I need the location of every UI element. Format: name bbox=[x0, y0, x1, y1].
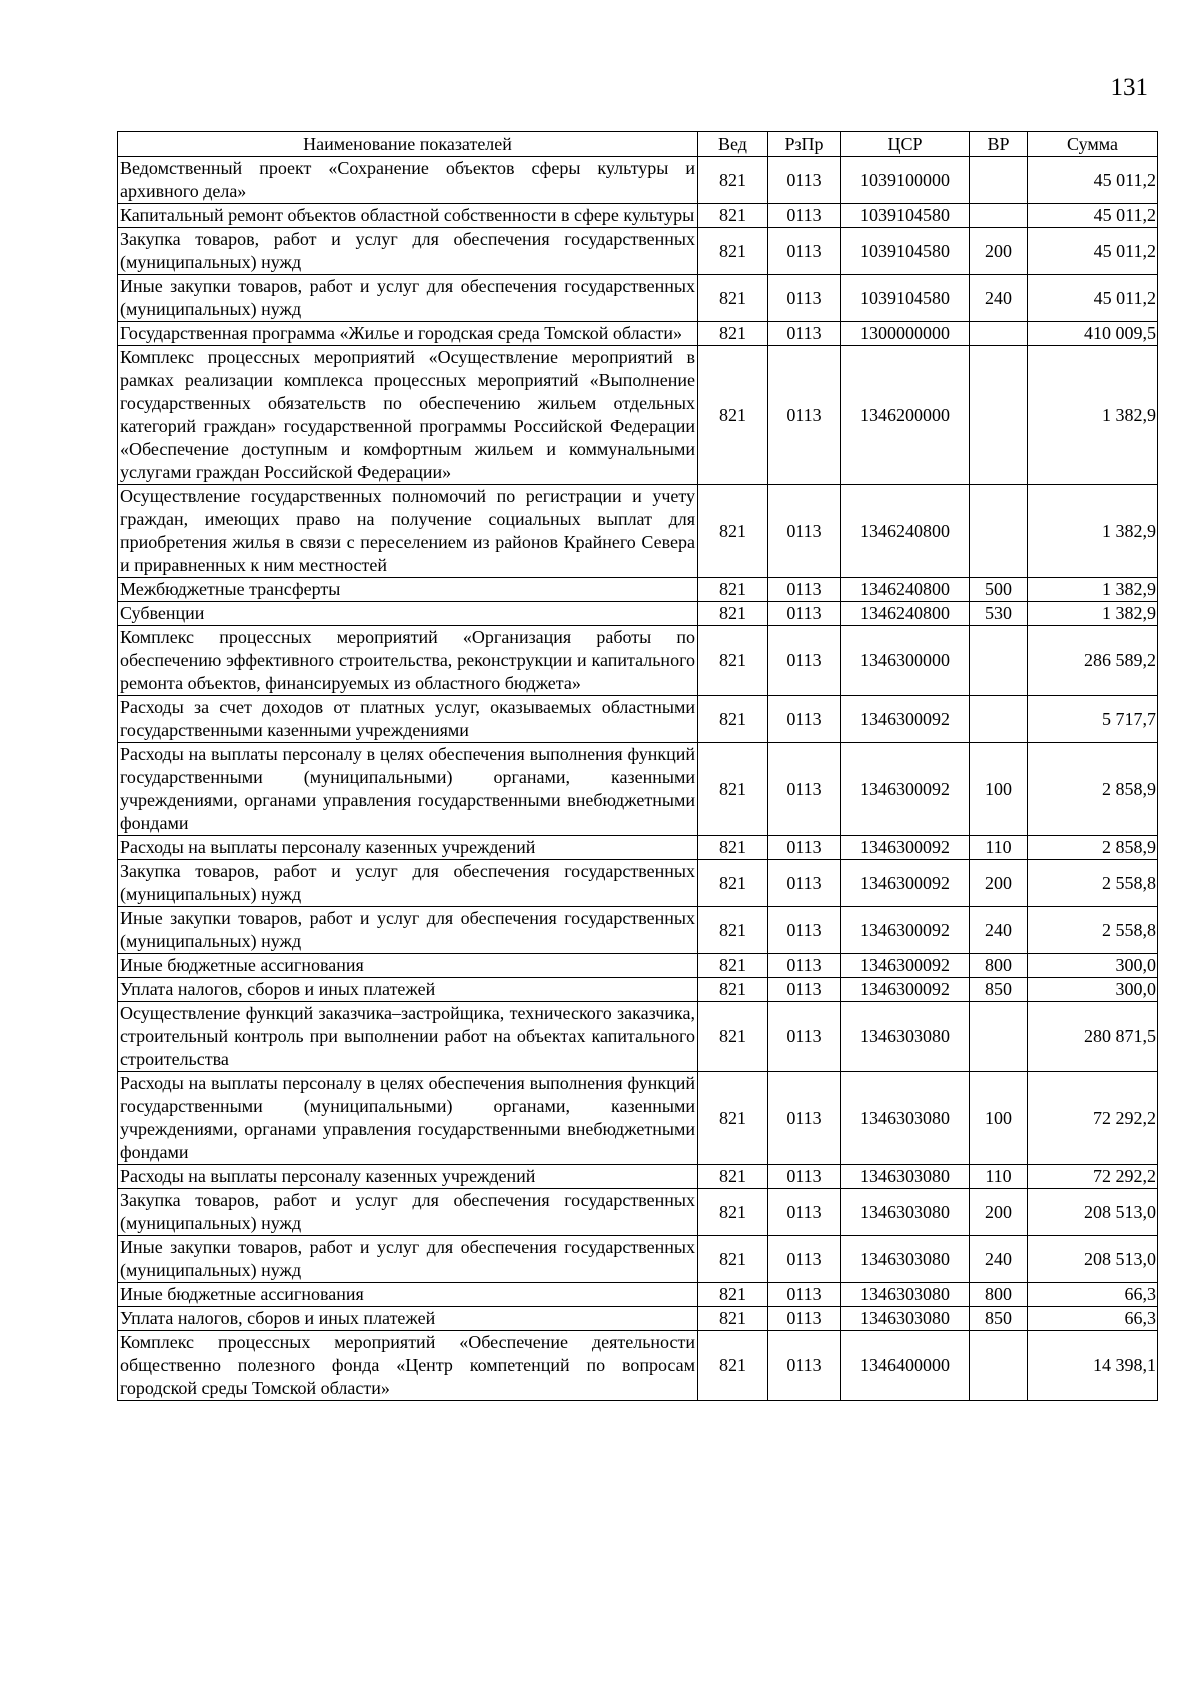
table-row bbox=[118, 1165, 1158, 1189]
header-name: Наименование показателей bbox=[118, 132, 698, 157]
cell-vr bbox=[970, 157, 1028, 204]
cell-ved: 821 bbox=[698, 743, 768, 836]
cell-ved: 821 bbox=[698, 578, 768, 602]
cell-ved: 821 bbox=[698, 836, 768, 860]
cell-csr: 1346300092 bbox=[841, 836, 970, 860]
cell-vr bbox=[970, 1331, 1028, 1401]
page-number: 131 bbox=[1110, 74, 1148, 101]
cell-vr: 200 bbox=[970, 228, 1028, 275]
table-row bbox=[118, 1331, 1158, 1401]
cell-csr: 1346300092 bbox=[841, 696, 970, 743]
table-row bbox=[118, 228, 1158, 275]
cell-name: Уплата налогов, сборов и иных платежей bbox=[118, 978, 698, 1002]
cell-vr: 100 bbox=[970, 743, 1028, 836]
table-row bbox=[118, 346, 1158, 485]
table-row bbox=[118, 907, 1158, 954]
cell-sum: 2 858,9 bbox=[1028, 836, 1158, 860]
cell-ved: 821 bbox=[698, 1307, 768, 1331]
cell-vr: 850 bbox=[970, 978, 1028, 1002]
cell-sum: 72 292,2 bbox=[1028, 1072, 1158, 1165]
cell-csr: 1300000000 bbox=[841, 322, 970, 346]
cell-csr: 1346303080 bbox=[841, 1236, 970, 1283]
cell-sum: 2 558,8 bbox=[1028, 907, 1158, 954]
cell-name: Осуществление государственных полномочий по регистрации и учету граждан, имеющих право на получение социальных выплат для приобретения жилья в связи с переселением из районов Крайнего Севера и приравненных к ним местностей bbox=[118, 485, 698, 578]
cell-rzpr: 0113 bbox=[768, 860, 841, 907]
table-row bbox=[118, 696, 1158, 743]
cell-name: Межбюджетные трансферты bbox=[118, 578, 698, 602]
cell-vr bbox=[970, 204, 1028, 228]
cell-vr: 240 bbox=[970, 275, 1028, 322]
cell-sum: 2 558,8 bbox=[1028, 860, 1158, 907]
cell-name: Иные бюджетные ассигнования bbox=[118, 954, 698, 978]
cell-ved: 821 bbox=[698, 322, 768, 346]
cell-ved: 821 bbox=[698, 485, 768, 578]
cell-vr: 240 bbox=[970, 907, 1028, 954]
cell-sum: 1 382,9 bbox=[1028, 485, 1158, 578]
budget-table bbox=[117, 131, 1158, 1401]
table-row bbox=[118, 1189, 1158, 1236]
cell-ved: 821 bbox=[698, 1236, 768, 1283]
cell-ved: 821 bbox=[698, 860, 768, 907]
header-sum: Сумма bbox=[1028, 132, 1158, 157]
cell-csr: 1346303080 bbox=[841, 1283, 970, 1307]
cell-csr: 1346200000 bbox=[841, 346, 970, 485]
cell-sum: 14 398,1 bbox=[1028, 1331, 1158, 1401]
table-row bbox=[118, 322, 1158, 346]
cell-vr: 500 bbox=[970, 578, 1028, 602]
cell-csr: 1039100000 bbox=[841, 157, 970, 204]
cell-rzpr: 0113 bbox=[768, 626, 841, 696]
cell-ved: 821 bbox=[698, 157, 768, 204]
cell-rzpr: 0113 bbox=[768, 978, 841, 1002]
cell-vr bbox=[970, 626, 1028, 696]
cell-ved: 821 bbox=[698, 1072, 768, 1165]
cell-name: Государственная программа «Жилье и городская среда Томской области» bbox=[118, 322, 698, 346]
cell-sum: 410 009,5 bbox=[1028, 322, 1158, 346]
cell-ved: 821 bbox=[698, 1002, 768, 1072]
cell-sum: 286 589,2 bbox=[1028, 626, 1158, 696]
cell-csr: 1346300092 bbox=[841, 978, 970, 1002]
cell-sum: 45 011,2 bbox=[1028, 204, 1158, 228]
cell-rzpr: 0113 bbox=[768, 275, 841, 322]
table-body bbox=[118, 157, 1158, 1401]
cell-csr: 1346400000 bbox=[841, 1331, 970, 1401]
cell-ved: 821 bbox=[698, 1189, 768, 1236]
cell-csr: 1346240800 bbox=[841, 578, 970, 602]
cell-vr bbox=[970, 485, 1028, 578]
cell-rzpr: 0113 bbox=[768, 157, 841, 204]
cell-csr: 1346240800 bbox=[841, 485, 970, 578]
table-row bbox=[118, 626, 1158, 696]
cell-name: Субвенции bbox=[118, 602, 698, 626]
cell-csr: 1346303080 bbox=[841, 1072, 970, 1165]
cell-rzpr: 0113 bbox=[768, 602, 841, 626]
cell-sum: 45 011,2 bbox=[1028, 157, 1158, 204]
cell-csr: 1346300092 bbox=[841, 954, 970, 978]
cell-sum: 280 871,5 bbox=[1028, 1002, 1158, 1072]
cell-name: Расходы на выплаты персоналу казенных учреждений bbox=[118, 836, 698, 860]
table-row bbox=[118, 978, 1158, 1002]
cell-csr: 1346240800 bbox=[841, 602, 970, 626]
cell-csr: 1346303080 bbox=[841, 1189, 970, 1236]
table-row bbox=[118, 485, 1158, 578]
cell-name: Капитальный ремонт объектов областной собственности в сфере культуры bbox=[118, 204, 698, 228]
cell-vr bbox=[970, 1002, 1028, 1072]
cell-vr: 100 bbox=[970, 1072, 1028, 1165]
cell-rzpr: 0113 bbox=[768, 1307, 841, 1331]
cell-name: Расходы за счет доходов от платных услуг, оказываемых областными государственными казенными учреждениями bbox=[118, 696, 698, 743]
cell-sum: 66,3 bbox=[1028, 1307, 1158, 1331]
cell-csr: 1039104580 bbox=[841, 275, 970, 322]
table-row bbox=[118, 157, 1158, 204]
cell-rzpr: 0113 bbox=[768, 204, 841, 228]
cell-rzpr: 0113 bbox=[768, 907, 841, 954]
cell-csr: 1039104580 bbox=[841, 204, 970, 228]
cell-csr: 1346300092 bbox=[841, 743, 970, 836]
cell-ved: 821 bbox=[698, 954, 768, 978]
cell-csr: 1346303080 bbox=[841, 1002, 970, 1072]
cell-sum: 1 382,9 bbox=[1028, 346, 1158, 485]
cell-name: Расходы на выплаты персоналу казенных учреждений bbox=[118, 1165, 698, 1189]
cell-sum: 2 858,9 bbox=[1028, 743, 1158, 836]
table-row bbox=[118, 1072, 1158, 1165]
header-row bbox=[118, 132, 1158, 157]
header-csr: ЦСР bbox=[841, 132, 970, 157]
cell-sum: 45 011,2 bbox=[1028, 228, 1158, 275]
cell-ved: 821 bbox=[698, 275, 768, 322]
cell-sum: 1 382,9 bbox=[1028, 578, 1158, 602]
cell-rzpr: 0113 bbox=[768, 346, 841, 485]
cell-csr: 1039104580 bbox=[841, 228, 970, 275]
cell-ved: 821 bbox=[698, 1331, 768, 1401]
cell-rzpr: 0113 bbox=[768, 743, 841, 836]
cell-csr: 1346303080 bbox=[841, 1307, 970, 1331]
cell-rzpr: 0113 bbox=[768, 485, 841, 578]
cell-sum: 72 292,2 bbox=[1028, 1165, 1158, 1189]
table-row bbox=[118, 275, 1158, 322]
cell-name: Комплекс процессных мероприятий «Осуществление мероприятий в рамках реализации комплекса процессных мероприятий «Выполнение государственных обязательств по обеспечению жильем отдельных категорий граждан» государственной программы Российской Федерации «Обеспечение доступным и комфортным жильем и коммунальными услугами граждан Российской Федерации» bbox=[118, 346, 698, 485]
cell-sum: 45 011,2 bbox=[1028, 275, 1158, 322]
cell-ved: 821 bbox=[698, 228, 768, 275]
table-row bbox=[118, 204, 1158, 228]
table-row bbox=[118, 602, 1158, 626]
header-vr: ВР bbox=[970, 132, 1028, 157]
table-row bbox=[118, 1002, 1158, 1072]
cell-csr: 1346300092 bbox=[841, 860, 970, 907]
cell-vr: 110 bbox=[970, 1165, 1028, 1189]
cell-ved: 821 bbox=[698, 907, 768, 954]
cell-name: Закупка товаров, работ и услуг для обеспечения государственных (муниципальных) нужд bbox=[118, 1189, 698, 1236]
cell-name: Иные закупки товаров, работ и услуг для обеспечения государственных (муниципальных) нужд bbox=[118, 1236, 698, 1283]
table-row bbox=[118, 860, 1158, 907]
cell-name: Иные закупки товаров, работ и услуг для обеспечения государственных (муниципальных) нужд bbox=[118, 275, 698, 322]
cell-rzpr: 0113 bbox=[768, 836, 841, 860]
cell-vr: 850 bbox=[970, 1307, 1028, 1331]
cell-name: Комплекс процессных мероприятий «Обеспечение деятельности общественно полезного фонда «Центр компетенций по вопросам городской среды Томской области» bbox=[118, 1331, 698, 1401]
cell-rzpr: 0113 bbox=[768, 696, 841, 743]
cell-csr: 1346303080 bbox=[841, 1165, 970, 1189]
cell-rzpr: 0113 bbox=[768, 322, 841, 346]
table-row bbox=[118, 578, 1158, 602]
header-ved: Вед bbox=[698, 132, 768, 157]
cell-sum: 1 382,9 bbox=[1028, 602, 1158, 626]
cell-vr: 200 bbox=[970, 1189, 1028, 1236]
cell-sum: 5 717,7 bbox=[1028, 696, 1158, 743]
cell-rzpr: 0113 bbox=[768, 1072, 841, 1165]
cell-vr: 110 bbox=[970, 836, 1028, 860]
table-row bbox=[118, 743, 1158, 836]
cell-rzpr: 0113 bbox=[768, 578, 841, 602]
cell-ved: 821 bbox=[698, 1283, 768, 1307]
table-row bbox=[118, 1283, 1158, 1307]
cell-name: Ведомственный проект «Сохранение объектов сферы культуры и архивного дела» bbox=[118, 157, 698, 204]
cell-sum: 208 513,0 bbox=[1028, 1236, 1158, 1283]
cell-vr: 240 bbox=[970, 1236, 1028, 1283]
cell-name: Закупка товаров, работ и услуг для обеспечения государственных (муниципальных) нужд bbox=[118, 860, 698, 907]
cell-vr: 800 bbox=[970, 1283, 1028, 1307]
cell-ved: 821 bbox=[698, 1165, 768, 1189]
cell-vr bbox=[970, 696, 1028, 743]
cell-rzpr: 0113 bbox=[768, 1165, 841, 1189]
cell-ved: 821 bbox=[698, 978, 768, 1002]
cell-vr: 530 bbox=[970, 602, 1028, 626]
cell-name: Осуществление функций заказчика–застройщика, технического заказчика, строительный контроль при выполнении работ на объектах капитального строительства bbox=[118, 1002, 698, 1072]
header-rzpr: РзПр bbox=[768, 132, 841, 157]
cell-vr bbox=[970, 322, 1028, 346]
cell-rzpr: 0113 bbox=[768, 1283, 841, 1307]
cell-vr bbox=[970, 346, 1028, 485]
cell-sum: 66,3 bbox=[1028, 1283, 1158, 1307]
cell-rzpr: 0113 bbox=[768, 1189, 841, 1236]
cell-ved: 821 bbox=[698, 346, 768, 485]
cell-ved: 821 bbox=[698, 626, 768, 696]
cell-csr: 1346300092 bbox=[841, 907, 970, 954]
table-row bbox=[118, 836, 1158, 860]
table-header bbox=[118, 132, 1158, 157]
cell-name: Закупка товаров, работ и услуг для обеспечения государственных (муниципальных) нужд bbox=[118, 228, 698, 275]
table-row bbox=[118, 1236, 1158, 1283]
cell-rzpr: 0113 bbox=[768, 1002, 841, 1072]
cell-name: Уплата налогов, сборов и иных платежей bbox=[118, 1307, 698, 1331]
cell-sum: 208 513,0 bbox=[1028, 1189, 1158, 1236]
cell-sum: 300,0 bbox=[1028, 954, 1158, 978]
cell-rzpr: 0113 bbox=[768, 228, 841, 275]
cell-csr: 1346300000 bbox=[841, 626, 970, 696]
cell-vr: 800 bbox=[970, 954, 1028, 978]
cell-vr: 200 bbox=[970, 860, 1028, 907]
cell-name: Комплекс процессных мероприятий «Организация работы по обеспечению эффективного строительства, реконструкции и капитального ремонта объектов, финансируемых из областного бюджета» bbox=[118, 626, 698, 696]
table-row bbox=[118, 1307, 1158, 1331]
cell-sum: 300,0 bbox=[1028, 978, 1158, 1002]
table-row bbox=[118, 954, 1158, 978]
cell-ved: 821 bbox=[698, 602, 768, 626]
cell-rzpr: 0113 bbox=[768, 954, 841, 978]
cell-name: Расходы на выплаты персоналу в целях обеспечения выполнения функций государственными (муниципальными) органами, казенными учреждениями, органами управления государственными внебюджетными фондами bbox=[118, 1072, 698, 1165]
cell-rzpr: 0113 bbox=[768, 1236, 841, 1283]
cell-name: Иные бюджетные ассигнования bbox=[118, 1283, 698, 1307]
cell-rzpr: 0113 bbox=[768, 1331, 841, 1401]
cell-ved: 821 bbox=[698, 696, 768, 743]
cell-name: Иные закупки товаров, работ и услуг для обеспечения государственных (муниципальных) нужд bbox=[118, 907, 698, 954]
cell-name: Расходы на выплаты персоналу в целях обеспечения выполнения функций государственными (муниципальными) органами, казенными учреждениями, органами управления государственными внебюджетными фондами bbox=[118, 743, 698, 836]
cell-ved: 821 bbox=[698, 204, 768, 228]
